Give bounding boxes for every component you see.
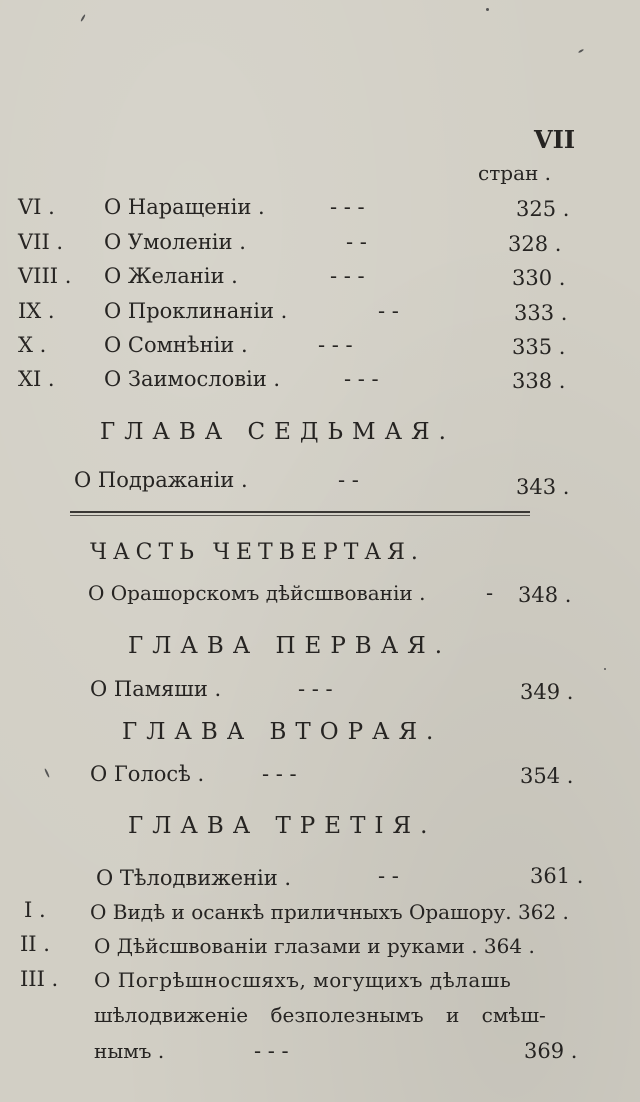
entry-number: II . — [20, 932, 50, 956]
entry-title: О Проклинанiи . — [104, 299, 288, 323]
leader-dashes: - - — [338, 468, 359, 492]
entry-continuation: шѣлодвиженiе безполезнымъ и смѣш- — [94, 1003, 546, 1027]
chapter-heading: ГЛАВА ТРЕТIЯ. — [128, 813, 437, 839]
entry-title: О Орашорскомъ дѣйсшвованiи . — [88, 581, 426, 605]
entry-number: VII . — [18, 230, 64, 254]
page-number: VII — [534, 125, 576, 154]
paper-speck — [44, 768, 50, 778]
leader-dashes: - - - — [262, 762, 297, 786]
entry-title: О Умоленiи . — [104, 230, 246, 254]
part-heading: ЧАСТЬ ЧЕТВЕРТАЯ. — [90, 540, 424, 565]
paper-speck — [604, 668, 606, 670]
entry-page: 343 . — [516, 475, 570, 499]
entry-text: О Дѣйсшвованiи глазами и руками . 364 . — [94, 934, 535, 958]
entry-page: 333 . — [514, 301, 568, 325]
entry-page: 325 . — [516, 197, 570, 221]
entry-page: 338 . — [512, 369, 566, 393]
entry-title: О Заимословiи . — [104, 367, 281, 391]
leader-dashes: - - — [378, 864, 399, 888]
paper-speck — [578, 49, 584, 54]
entry-title: О Наращенiи . — [104, 195, 265, 219]
entry-number: X . — [18, 333, 47, 357]
entry-page: 328 . — [508, 232, 562, 256]
leader-dashes: - - - — [298, 677, 333, 701]
paper-speck — [486, 8, 489, 11]
entry-number: VI . — [18, 195, 55, 219]
section-divider — [70, 511, 530, 513]
leader-dashes: - — [486, 581, 494, 605]
entry-title: О Памяши . — [90, 677, 222, 701]
leader-dashes: - - - — [330, 195, 365, 219]
leader-dashes: - - — [346, 230, 367, 254]
entry-title: О Сомнѣнiи . — [104, 333, 248, 357]
entry-title: О Голосѣ . — [90, 762, 205, 786]
entry-text: нымъ . — [94, 1039, 165, 1063]
entry-page: 330 . — [512, 266, 566, 290]
leader-dashes: - - - — [254, 1039, 289, 1063]
entry-number: I . — [24, 898, 46, 922]
entry-page: 335 . — [512, 335, 566, 359]
entry-title: О Желанiи . — [104, 264, 238, 288]
entry-number: VIII . — [18, 264, 72, 288]
section-divider-thin — [70, 515, 530, 516]
leader-dashes: - - - — [344, 367, 379, 391]
entry-number: XI . — [18, 367, 55, 391]
column-label: стран . — [478, 161, 552, 185]
entry-page: 348 . — [518, 583, 572, 607]
chapter-heading: ГЛАВА ВТОРАЯ. — [122, 719, 443, 745]
entry-page: 349 . — [520, 680, 574, 704]
entry-text: О Видѣ и осанкѣ приличныхъ Орашору. 362 . — [90, 900, 569, 924]
leader-dashes: - - - — [330, 264, 365, 288]
entry-page: 354 . — [520, 764, 574, 788]
entry-title: О Подражанiи . — [74, 468, 248, 492]
paper-speck — [80, 14, 86, 22]
entry-page: 369 . — [524, 1039, 578, 1063]
entry-text: О Погрѣшносшяхъ, могущихъ дѣлашь — [94, 968, 512, 992]
leader-dashes: - - - — [318, 333, 353, 357]
entry-title: О Тѣлодвиженiи . — [96, 866, 292, 890]
leader-dashes: - - — [378, 299, 399, 323]
chapter-heading: ГЛАВА СЕДЬМАЯ. — [100, 419, 455, 445]
entry-page: 361 . — [530, 864, 584, 888]
chapter-heading: ГЛАВА ПЕРВАЯ. — [128, 633, 452, 659]
entry-number: IX . — [18, 299, 55, 323]
entry-number: III . — [20, 967, 59, 991]
